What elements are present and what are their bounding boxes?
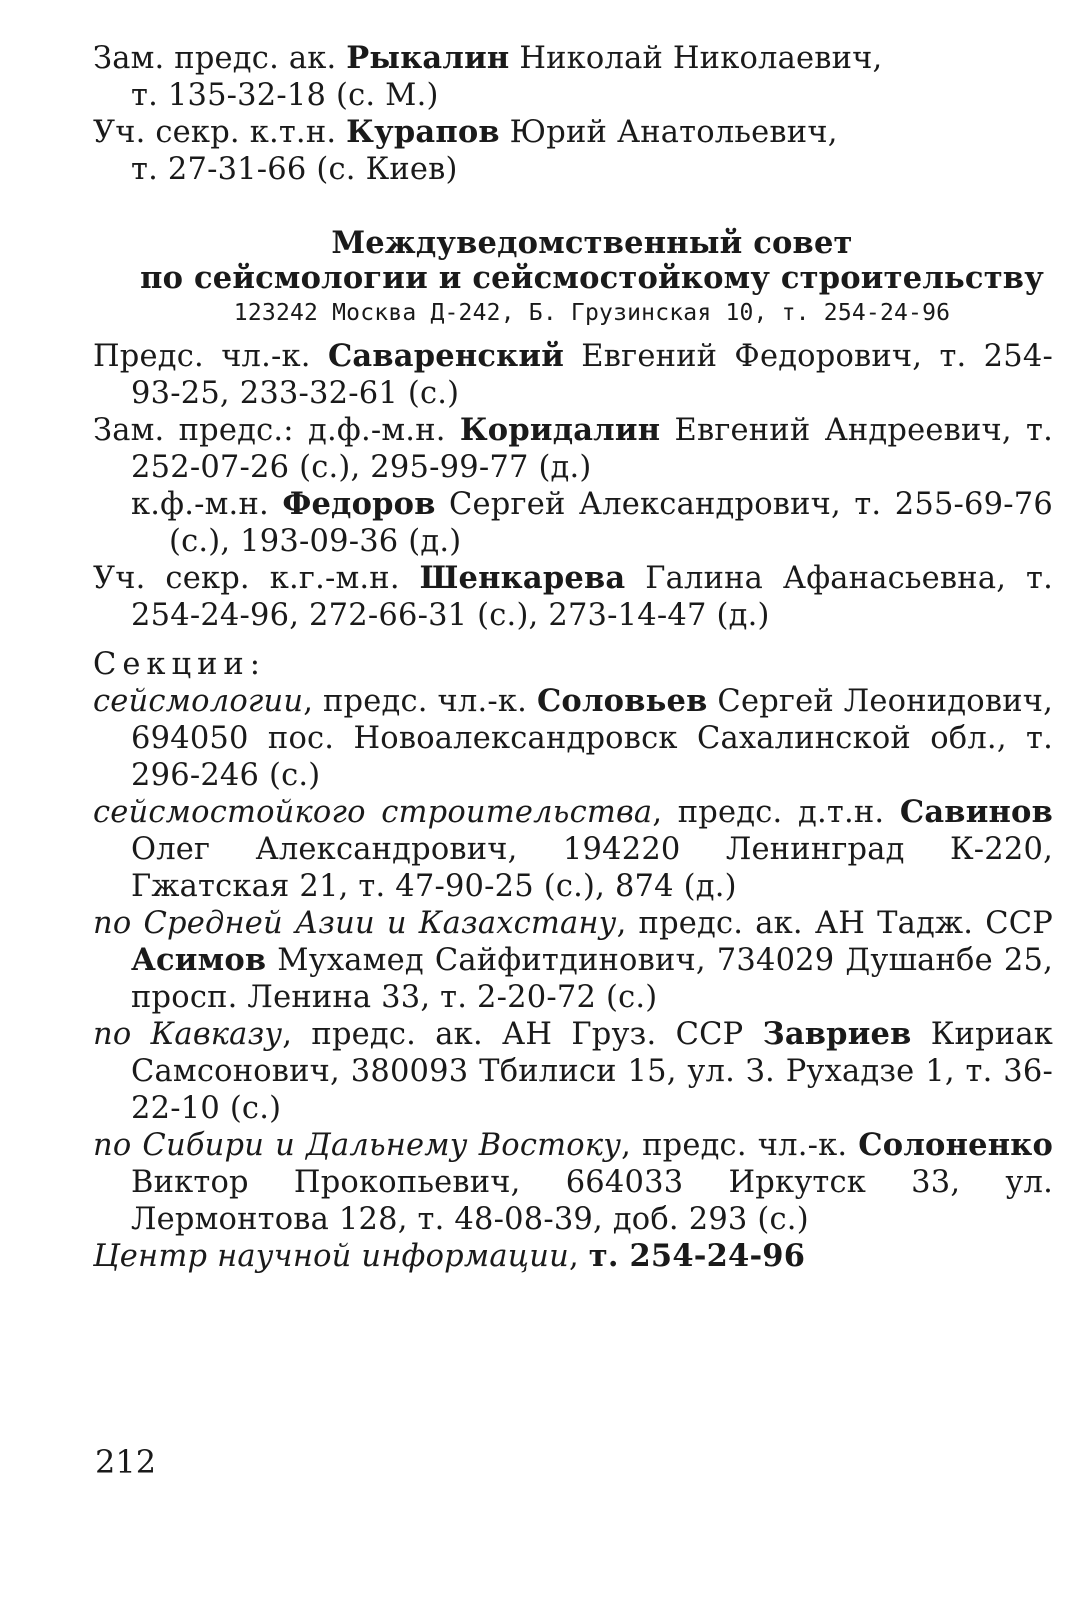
person-name: Федоров bbox=[282, 486, 436, 522]
officer-entries bbox=[93, 338, 1053, 634]
entry-text: Евгений Андреевич, т. 252-07-26 (с.), 295-99-77 (д.) bbox=[131, 413, 1053, 485]
entry-text: , предс. чл.-к. bbox=[303, 684, 537, 719]
section-entry bbox=[93, 794, 1053, 905]
entry-text: к.ф.-м.н. bbox=[131, 487, 283, 522]
top-entry bbox=[93, 40, 1053, 114]
section-name: по Кавказу bbox=[93, 1017, 283, 1052]
council-address: 123242 Москва Д-242, Б. Грузинская 10, т. 254-24-96 bbox=[233, 300, 951, 326]
entry-text: Сергей Леонидович, 694050 пос. Новоалександровск Сахалинской обл., т. 296-246 (с.) bbox=[131, 684, 1053, 793]
officer-entry bbox=[93, 338, 1053, 412]
section-entry bbox=[93, 1016, 1053, 1127]
person-name: Шенкарева bbox=[419, 560, 626, 596]
entry-text: Зам. предс.: д.ф.-м.н. bbox=[93, 413, 460, 448]
entry-text: Николай Николаевич, bbox=[509, 41, 883, 76]
entry-text: , предс. ак. АН Груз. ССР bbox=[282, 1017, 763, 1052]
council-title-line1: Междуведомственный совет bbox=[331, 225, 853, 261]
person-name: Рыкалин bbox=[346, 40, 510, 76]
entry-text: Предс. чл.-к. bbox=[93, 339, 328, 374]
entry-text: Уч. секр. к.г.-м.н. bbox=[93, 561, 420, 596]
officer-entry bbox=[93, 486, 1053, 560]
entry-phone: т. 135-32-18 (с. М.) bbox=[131, 78, 439, 113]
section-name: сейсмологии bbox=[93, 684, 304, 719]
entry-text: , bbox=[568, 1239, 589, 1274]
page-text bbox=[93, 40, 1053, 1275]
person-name: Соловьев bbox=[536, 683, 708, 719]
entry-text: Юрий Анатольевич, bbox=[499, 115, 838, 150]
entry-text: Кириак Самсонович, 380093 Тбилиси 15, ул. З. Рухадзе 1, т. 36-22-10 (с.) bbox=[131, 1017, 1053, 1126]
entry-text: Олег Александрович, 194220 Ленинград К-220, Гжатская 21, т. 47-90-25 (с.), 874 (д.) bbox=[131, 832, 1053, 904]
section-name: по Средней Азии и Казахстану bbox=[93, 906, 617, 941]
person-name: Саваренский bbox=[327, 338, 565, 374]
person-name: т. 254-24-96 bbox=[588, 1238, 806, 1274]
council-title-line2: по сейсмологии и сейсмостойкому строительству bbox=[140, 260, 1044, 296]
person-name: Асимов bbox=[131, 942, 267, 978]
sections-label: Секции: bbox=[93, 647, 266, 682]
section-name: сейсмостойкого строительства bbox=[93, 795, 653, 830]
entry-text: Галина Афанасьевна, т. 254-24-96, 272-66-31 (с.), 273-14-47 (д.) bbox=[131, 561, 1053, 633]
section-entry bbox=[93, 905, 1053, 1016]
entry-text: , предс. ак. АН Тадж. ССР bbox=[616, 906, 1053, 941]
entry-text: Мухамед Сайфитдинович, 734029 Душанбе 25, просп. Ленина 33, т. 2-20-72 (с.) bbox=[131, 943, 1053, 1015]
entry-text: Зам. предс. ак. bbox=[93, 41, 347, 76]
person-name: Коридалин bbox=[459, 412, 661, 448]
section-entry bbox=[93, 1127, 1053, 1238]
entry-text: Евгений Федорович, т. 254-93-25, 233-32-61 (с.) bbox=[131, 339, 1053, 411]
section-entries bbox=[93, 683, 1053, 1275]
person-name: Завриев bbox=[762, 1016, 912, 1052]
entry-text: Сергей Александрович, т. 255-69-76 (с.), 193-09-36 (д.) bbox=[169, 487, 1053, 559]
section-entry bbox=[93, 1238, 1053, 1275]
person-name: Курапов bbox=[346, 114, 500, 150]
entry-text: Уч. секр. к.т.н. bbox=[93, 115, 347, 150]
section-name: Центр научной информации bbox=[93, 1239, 569, 1274]
person-name: Савинов bbox=[899, 794, 1053, 830]
entry-text: , предс. чл.-к. bbox=[621, 1128, 859, 1163]
entry-phone: т. 27-31-66 (с. Киев) bbox=[131, 152, 458, 187]
section-entry bbox=[93, 683, 1053, 794]
entry-text: , предс. д.т.н. bbox=[652, 795, 900, 830]
officer-entry bbox=[93, 560, 1053, 634]
entry-text: Виктор Прокопьевич, 664033 Иркутск 33, ул. Лермонтова 128, т. 48-08-39, доб. 293 (с.) bbox=[131, 1165, 1053, 1237]
person-name: Солоненко bbox=[858, 1127, 1053, 1163]
officer-entry bbox=[93, 412, 1053, 486]
top-entries bbox=[93, 40, 1053, 188]
section-name: по Сибири и Дальнему Востоку bbox=[93, 1128, 622, 1163]
page-number: 212 bbox=[95, 1443, 157, 1481]
top-entry bbox=[93, 114, 1053, 188]
